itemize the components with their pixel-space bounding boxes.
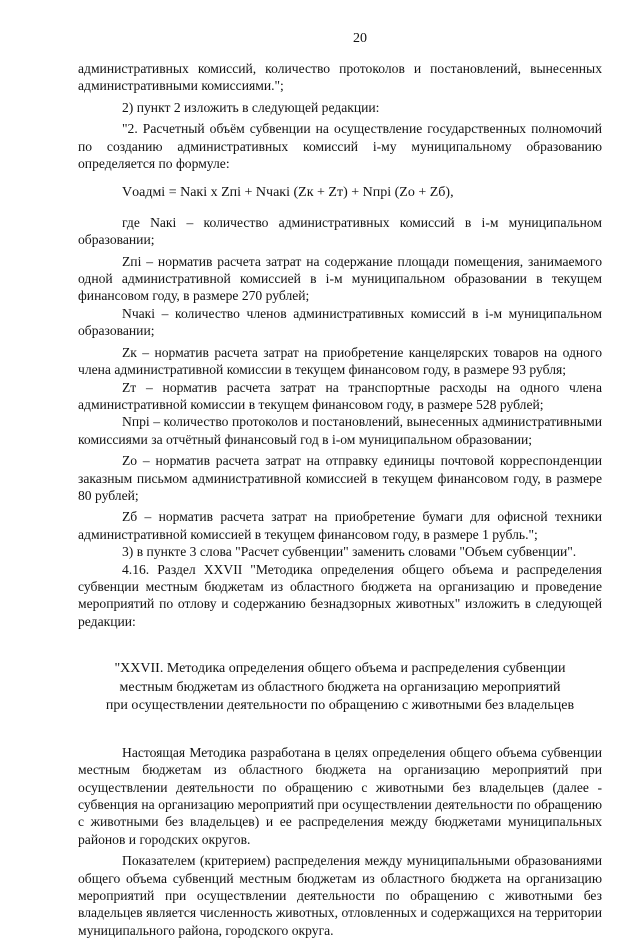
section-title: [78, 660, 602, 716]
definition-zt: Zт – норматив расчета затрат на транспортные расходы на одного члена административной комиссии в текущем финансовом году, в размере 528 рублей;: [78, 379, 602, 412]
definition-zb: Zб – норматив расчета затрат на приобретение бумаги для офисной техники административной комиссией в текущем финансовом году, в размере 1 рубль.";: [78, 509, 602, 542]
paragraph-calculation-intro: "2. Расчетный объём субвенции на осуществление государственных полномочий по созданию административных комиссий i-му муниципальному образованию определяется по формуле:: [78, 121, 602, 172]
paragraph-item-3: 3) в пункте 3 слова "Расчет субвенции" заменить словами "Объем субвенции".: [122, 544, 577, 560]
section-title-line-2: местным бюджетам из областного бюджета на организацию мероприятий: [119, 679, 561, 695]
definition-npr: Nпрі – количество протоколов и постановлений, вынесенных административными комиссиями за отчётный финансовый год в і-ом муниципальном образовании;: [78, 414, 602, 447]
paragraph-continuation: административных комиссий, количество протоколов и постановлений, вынесенных административными комиссиями.";: [78, 61, 602, 94]
subvention-formula: Vоадмі = Nакі x Zпі + Nчакі (Zк + Zт) + Nпрі (Zо + Zб),: [122, 185, 454, 201]
section-title-line-1: "XXVII. Методика определения общего объема и распределения субвенции: [114, 661, 566, 677]
definition-zo: Zо – норматив расчета затрат на отправку единицы почтовой корреспонденции заказным письмом административной комиссией в текущем финансовом году, в размере 80 рублей;: [78, 453, 602, 503]
definition-zp: Zпі – норматив расчета затрат на содержание площади помещения, занимаемого одной административной комиссией в і-м муниципальном образовании в текущем финансовом году, в размере 270 рублей;: [78, 253, 602, 304]
definition-nchak: Nчакі – количество членов административных комиссий в і-м муниципальном образовании;: [78, 305, 602, 339]
distribution-criterion-paragraph: Показателем (критерием) распределения между муниципальными образованиями общего объема субвенций местным бюджетам из областного бюджета на организацию мероприятий при осуществлении деятельности по обращению с животными без владельцев является численность животных, отловленных и содержащихся на территории муниципального района, городского округа.: [78, 853, 602, 938]
paragraph-item-2: 2) пункт 2 изложить в следующей редакции:: [122, 99, 380, 115]
page-number: 20: [353, 31, 367, 46]
definition-nak: где Nакі – количество административных комиссий в і-м муниципальном образовании;: [78, 214, 602, 248]
methodology-purpose-paragraph: Настоящая Методика разработана в целях определения общего объема субвенции местным бюджетам из областного бюджета на организацию мероприятий при осуществлении деятельности по обращению с животными без владельцев (далее - субвенция на организацию мероприятий при осуществлении деятельности по обращению с животными без владельцев) и ее распределения между бюджетами муниципальных районов и городских округов.: [78, 744, 602, 847]
definition-zk: Zк – норматив расчета затрат на приобретение канцелярских товаров на одного члена административной комиссии в текущем финансовом году, в размере 93 рубля;: [78, 344, 602, 378]
section-title-line-3: при осуществлении деятельности по обращению с животными без владельцев: [105, 698, 575, 714]
paragraph-4-16: 4.16. Раздел XXVII "Методика определения общего объема и распределения субвенции местным бюджетам из областного бюджета на организацию и проведение мероприятий по отлову и содержанию безнадзорных животных" изложить в следующей редакции:: [78, 561, 602, 629]
